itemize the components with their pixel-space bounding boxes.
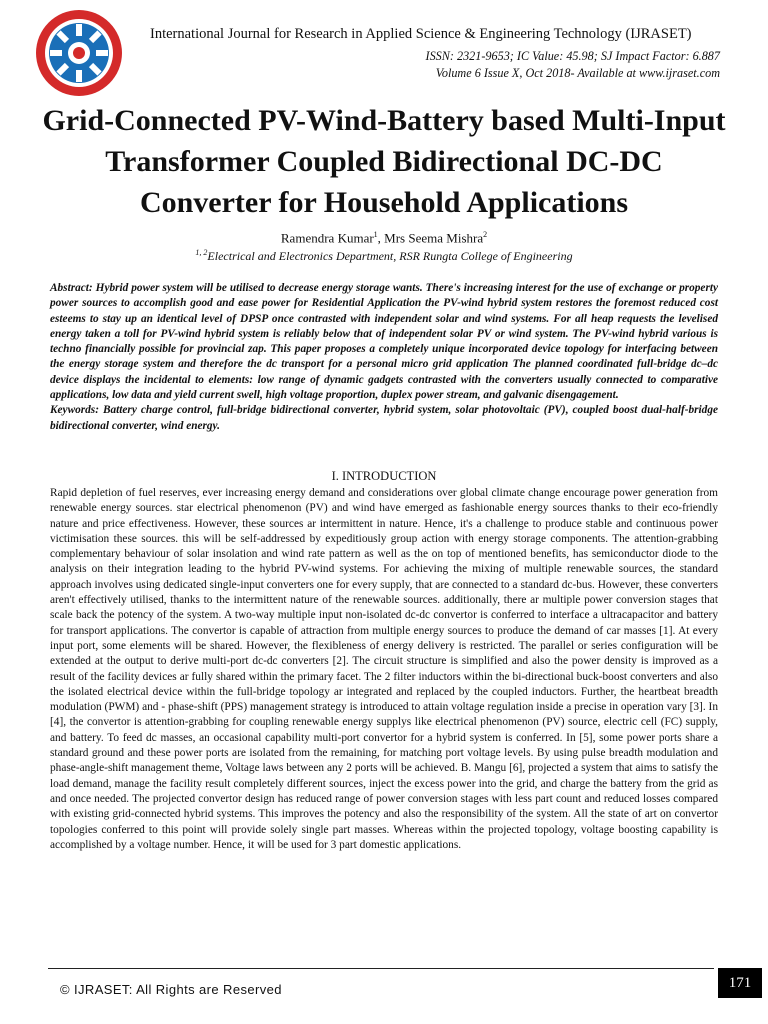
issn-line: ISSN: 2321-9653; IC Value: 45.98; SJ Impact Factor: 6.887 xyxy=(425,49,720,63)
affiliation xyxy=(0,248,768,264)
journal-issn-block xyxy=(426,48,720,82)
author-1-sup: 1 xyxy=(373,230,378,239)
author-2: Mrs Seema Mishra xyxy=(384,230,484,246)
footer-copyright: © IJRASET: All Rights are Reserved xyxy=(60,982,282,997)
affiliation-text: Electrical and Electronics Department, RSR Rungta College of Engineering xyxy=(207,249,573,263)
abstract-block xyxy=(50,281,718,434)
paper-title: Grid-Connected PV-Wind-Battery based Multi-Input Transformer Coupled Bidirectional DC-DC Converter for Household Applications xyxy=(42,104,726,219)
journal-name: International Journal for Research in Applied Science & Engineering Technology (IJRASET) xyxy=(150,26,692,42)
section-heading-introduction: I. INTRODUCTION xyxy=(331,469,437,483)
journal-logo xyxy=(34,8,124,98)
introduction-text: Rapid depletion of fuel reserves, ever increasing energy demand and considerations over global climate change encourage power generation from renewable energy sources. star electrical phenomenon (PV) and wind have emerged as fashionable energy sources thanks to their eco-friendly nature and price effectiveness. However, these sources ar intermittent in nature. Hence, it's a challenge to produce stable and continuous power victimisation these sources. this will be self-addressed by expeditiously group action with energy storage components. The attention-grabbing complementary behaviour of solar insolation and wind rate pattern as well as the on top of mentioned benefits, has semiconductor diode to the analysis on their integration leading to the hybrid PV-wind systems. For achieving the mixing of multiple renewable sources, the standard approach involves using dedicated single-input converters one for every supply, that are connected to a standard dc-bus. However, these converters aren't effectively utilised, thanks to the intermittent nature of the renewable sources. additionally, there ar multiple power conversion stages that scale back the potency of the system. A two-way multiple input non-isolated dc-dc convertor is conferred to interface a ultracapacitor and battery for transport applications. The convertor is capable of attraction from multiple energy sources to produce the demand of car masses [1]. At every input port, some elements will be shared. However, the flexibleness of energy delivery is restricted. The parallel or series configuration will be extended at the output to derive multi-port dc-dc converters [2]. The circuit structure is simplified and also the power density is improved as a result of the facility devices ar fully shared within the primary facet. The 2 filter inductors within the bi-directional buck-boost converters and also the isolated electrical device within the full-bridge topology ar integrated and replaced by the coupled inductors. Further, the heartbeat breadth modulation (PWM) and - phase-shift (PPS) management strategy is introduced to attain voltage regulation inside a precise in operation vary [3]. In [4], the convertor is attention-grabbing for coupling renewable energy supplys like electrical phenomenon (PV) source, electric cell (FC) supply, and battery. To feed dc masses, an occasional capability multi-port convertor for a hybrid system is conferred. In [5], some power ports share a standard ground and these power ports are isolated from the remaining, for matching port voltage levels. By using pulse breadth modulation and phase-angle-shift management theme, Voltage laws between any 2 ports will be achieved. B. Mangu [6], projected a system that aims to satisfy the load demand, manage the facility result completely different sources, inject the excess power into the grid, and charge the battery from the grid as and once needed. The projected convertor design has reduced range of power conversion stages with less part count and reduced losses compared with existing grid-connected hybrid systems. This improves the potency and also the responsibility of the system. All the state of art on convertor topologies conferred to this point will provide solely single part masses. Whereas within the projected topology, voltage boosting capability is accomplished by a voltage number. Hence, it will be used for 3 part domestic applications. xyxy=(50,487,718,851)
affiliation-sup: 1, 2 xyxy=(195,248,208,257)
author-1: Ramendra Kumar xyxy=(280,230,374,246)
author-line xyxy=(0,230,768,246)
keywords-text: Keywords: Battery charge control, full-bridge bidirectional converter, hybrid system, solar photovoltaic (PV), coupled boost dual-half-bridge bidirectional converter, wind energy. xyxy=(50,404,718,432)
volume-line: Volume 6 Issue X, Oct 2018- Available at www.ijraset.com xyxy=(435,66,720,80)
abstract-text: Abstract: Hybrid power system will be utilised to decrease energy storage wants. There's increasing interest for the use of exchange or property power sources to accomplish good and ease power for Residential Application the PV-wind hybrid system restores the foremost reduced cost esteems to stay up an identical level of DPSP once contrasted with independent solar and wind systems. For all heap requests the levelised energy taken a toll for PV-wind hybrid system is reliably below that of independent solar PV or wind system. The PV-wind hybrid various is techno financially possible for provincial zap. This paper proposes a completely unique incorporated device topology for interfacing between the energy storage system and therefore the dc transport for a personal micro grid application The planned coordinated full-bridge dc–dc device displays the incidental to elements: low range of dynamic gadgets contrasted with the converters usually connected to comparative applications, low data and yield current swell, high voltage proportion, duplex power stream, and galvanic disengagement. xyxy=(50,282,718,402)
author-2-sup: 2 xyxy=(483,230,488,239)
author-separator: , xyxy=(377,230,385,246)
page-number: 171 xyxy=(718,968,762,998)
footer-divider xyxy=(48,968,714,969)
